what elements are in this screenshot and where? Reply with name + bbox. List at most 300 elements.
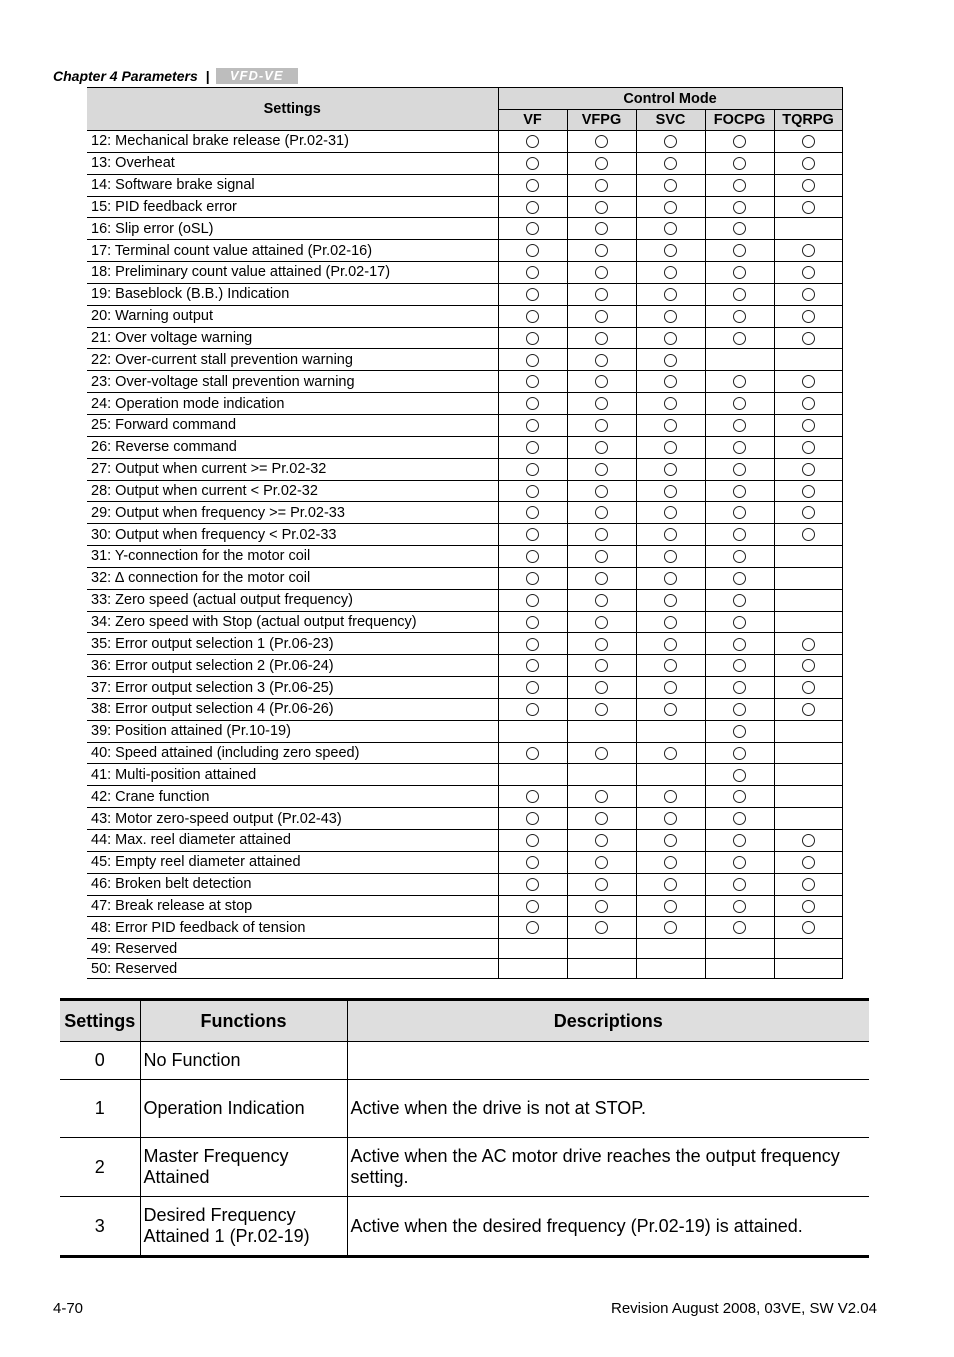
supported-circle-icon <box>802 441 815 454</box>
mode-cell <box>705 742 774 764</box>
mode-cell <box>705 917 774 939</box>
supported-circle-icon <box>802 266 815 279</box>
table-row <box>87 240 842 262</box>
setting-label: 50: Reserved <box>87 959 498 979</box>
supported-circle-icon <box>664 288 677 301</box>
supported-circle-icon <box>595 354 608 367</box>
mode-cell <box>705 546 774 568</box>
mode-cell <box>636 677 705 699</box>
supported-circle-icon <box>664 747 677 760</box>
supported-circle-icon <box>595 506 608 519</box>
supported-circle-icon <box>802 528 815 541</box>
mode-cell <box>705 196 774 218</box>
supported-circle-icon <box>526 441 539 454</box>
mode-cell <box>498 283 567 305</box>
mode-cell <box>636 764 705 786</box>
supported-circle-icon <box>733 222 746 235</box>
supported-circle-icon <box>664 921 677 934</box>
mode-cell <box>705 480 774 502</box>
supported-circle-icon <box>733 921 746 934</box>
mode-cell <box>498 393 567 415</box>
supported-circle-icon <box>664 572 677 585</box>
mode-cell <box>774 873 842 895</box>
supported-circle-icon <box>526 375 539 388</box>
supported-circle-icon <box>733 332 746 345</box>
setting-cell: 2 <box>60 1138 140 1197</box>
mode-cell <box>567 502 636 524</box>
mode-cell <box>498 720 567 742</box>
mode-cell <box>774 480 842 502</box>
mode-cell <box>498 218 567 240</box>
table-row <box>87 786 842 808</box>
supported-circle-icon <box>526 681 539 694</box>
mode-cell <box>567 677 636 699</box>
mode-cell <box>705 152 774 174</box>
mode-cell <box>498 830 567 852</box>
table-row <box>87 764 842 786</box>
setting-label: 31: Y-connection for the motor coil <box>87 546 498 568</box>
table-row <box>87 589 842 611</box>
supported-circle-icon <box>595 659 608 672</box>
supported-circle-icon <box>733 812 746 825</box>
supported-circle-icon <box>664 266 677 279</box>
mode-cell <box>567 152 636 174</box>
supported-circle-icon <box>526 506 539 519</box>
mode-cell <box>636 436 705 458</box>
supported-circle-icon <box>595 266 608 279</box>
setting-label: 18: Preliminary count value attained (Pr.02-17) <box>87 262 498 284</box>
mode-cell <box>636 720 705 742</box>
supported-circle-icon <box>802 681 815 694</box>
setting-cell: 0 <box>60 1042 140 1080</box>
supported-circle-icon <box>595 638 608 651</box>
supported-circle-icon <box>733 703 746 716</box>
mode-cell <box>567 567 636 589</box>
mode-cell <box>774 262 842 284</box>
supported-circle-icon <box>733 616 746 629</box>
setting-label: 41: Multi-position attained <box>87 764 498 786</box>
mode-cell <box>498 414 567 436</box>
mode-cell <box>636 546 705 568</box>
setting-label: 28: Output when current < Pr.02-32 <box>87 480 498 502</box>
supported-circle-icon <box>595 790 608 803</box>
supported-circle-icon <box>595 441 608 454</box>
table-row <box>87 633 842 655</box>
setting-label: 34: Zero speed with Stop (actual output frequency) <box>87 611 498 633</box>
table-row <box>87 196 842 218</box>
supported-circle-icon <box>733 419 746 432</box>
supported-circle-icon <box>733 594 746 607</box>
mode-cell <box>567 480 636 502</box>
mode-cell <box>567 917 636 939</box>
supported-circle-icon <box>802 310 815 323</box>
table-row <box>87 808 842 830</box>
table-row <box>87 305 842 327</box>
supported-circle-icon <box>595 550 608 563</box>
mode-cell <box>774 349 842 371</box>
mode-cell <box>636 786 705 808</box>
supported-circle-icon <box>733 572 746 585</box>
setting-label: 39: Position attained (Pr.10-19) <box>87 720 498 742</box>
setting-label: 44: Max. reel diameter attained <box>87 830 498 852</box>
mode-cell <box>567 524 636 546</box>
mode-cell <box>567 240 636 262</box>
mode-cell <box>774 305 842 327</box>
mode-cell <box>774 196 842 218</box>
supported-circle-icon <box>733 528 746 541</box>
setting-label: 38: Error output selection 4 (Pr.06-26) <box>87 698 498 720</box>
supported-circle-icon <box>733 506 746 519</box>
supported-circle-icon <box>526 332 539 345</box>
mode-cell <box>774 742 842 764</box>
table-row <box>87 677 842 699</box>
supported-circle-icon <box>733 659 746 672</box>
mode-cell <box>774 764 842 786</box>
supported-circle-icon <box>733 747 746 760</box>
mode-cell <box>567 655 636 677</box>
supported-circle-icon <box>526 354 539 367</box>
mode-cell <box>636 152 705 174</box>
mode-cell <box>774 283 842 305</box>
supported-circle-icon <box>664 135 677 148</box>
mode-cell <box>705 851 774 873</box>
table-row <box>87 611 842 633</box>
supported-circle-icon <box>595 572 608 585</box>
supported-circle-icon <box>595 681 608 694</box>
header-separator: | <box>205 68 210 84</box>
setting-label: 16: Slip error (oSL) <box>87 218 498 240</box>
mode-cell <box>567 742 636 764</box>
mode-cell <box>636 262 705 284</box>
supported-circle-icon <box>664 463 677 476</box>
supported-circle-icon <box>733 463 746 476</box>
mode-cell <box>498 240 567 262</box>
table-row <box>87 174 842 196</box>
functions-col-header: Functions <box>140 1000 347 1042</box>
mode-cell <box>567 939 636 959</box>
mode-cell <box>567 458 636 480</box>
revision-info: Revision August 2008, 03VE, SW V2.04 <box>611 1300 877 1317</box>
supported-circle-icon <box>664 528 677 541</box>
supported-circle-icon <box>664 703 677 716</box>
supported-circle-icon <box>664 157 677 170</box>
setting-label: 40: Speed attained (including zero speed) <box>87 742 498 764</box>
supported-circle-icon <box>526 310 539 323</box>
supported-circle-icon <box>802 244 815 257</box>
supported-circle-icon <box>733 179 746 192</box>
mode-cell <box>705 458 774 480</box>
table-row <box>87 327 842 349</box>
vfd-ve-logo: VFD-VE <box>216 68 298 84</box>
supported-circle-icon <box>595 812 608 825</box>
supported-circle-icon <box>733 375 746 388</box>
mode-cell <box>636 939 705 959</box>
mode-cell <box>705 873 774 895</box>
function-cell: Desired Frequency Attained 1 (Pr.02-19) <box>140 1197 347 1257</box>
supported-circle-icon <box>664 354 677 367</box>
setting-label: 43: Motor zero-speed output (Pr.02-43) <box>87 808 498 830</box>
mode-cell <box>774 546 842 568</box>
mode-cell <box>498 327 567 349</box>
setting-label: 47: Break release at stop <box>87 895 498 917</box>
table-row <box>87 567 842 589</box>
description-cell: Active when the desired frequency (Pr.02-19) is attained. <box>347 1197 869 1257</box>
supported-circle-icon <box>664 441 677 454</box>
table-row <box>87 546 842 568</box>
mode-cell <box>498 786 567 808</box>
table-row <box>87 502 842 524</box>
mode-cell <box>498 873 567 895</box>
supported-circle-icon <box>802 332 815 345</box>
mode-cell <box>498 152 567 174</box>
mode-cell <box>498 546 567 568</box>
supported-circle-icon <box>595 179 608 192</box>
supported-circle-icon <box>526 878 539 891</box>
mode-cell <box>774 458 842 480</box>
mode-cell <box>498 655 567 677</box>
supported-circle-icon <box>733 288 746 301</box>
setting-label: 23: Over-voltage stall prevention warning <box>87 371 498 393</box>
mode-cell <box>636 349 705 371</box>
mode-cell <box>705 655 774 677</box>
supported-circle-icon <box>526 397 539 410</box>
supported-circle-icon <box>664 834 677 847</box>
mode-cell <box>774 436 842 458</box>
supported-circle-icon <box>802 201 815 214</box>
supported-circle-icon <box>664 485 677 498</box>
mode-cell <box>498 524 567 546</box>
mode-cell <box>705 502 774 524</box>
supported-circle-icon <box>733 834 746 847</box>
mode-cell <box>636 283 705 305</box>
setting-label: 48: Error PID feedback of tension <box>87 917 498 939</box>
mode-cell <box>705 677 774 699</box>
mode-cell <box>567 196 636 218</box>
mode-cell <box>636 240 705 262</box>
table-row <box>87 917 842 939</box>
setting-label: 27: Output when current >= Pr.02-32 <box>87 458 498 480</box>
mode-cell <box>498 131 567 153</box>
mode-cell <box>498 917 567 939</box>
supported-circle-icon <box>526 703 539 716</box>
mode-cell <box>774 502 842 524</box>
mode-cell <box>498 436 567 458</box>
supported-circle-icon <box>526 616 539 629</box>
mode-cell <box>567 895 636 917</box>
supported-circle-icon <box>802 834 815 847</box>
table-row <box>87 414 842 436</box>
mode-cell <box>705 589 774 611</box>
mode-cell <box>567 830 636 852</box>
mode-cell <box>567 873 636 895</box>
supported-circle-icon <box>526 594 539 607</box>
mode-cell <box>498 567 567 589</box>
supported-circle-icon <box>802 506 815 519</box>
mode-cell <box>498 764 567 786</box>
mode-cell <box>567 633 636 655</box>
mode-cell <box>705 611 774 633</box>
mode-cell <box>774 917 842 939</box>
description-cell: Active when the AC motor drive reaches the output frequency setting. <box>347 1138 869 1197</box>
mode-cell <box>567 698 636 720</box>
mode-cell <box>636 611 705 633</box>
supported-circle-icon <box>595 463 608 476</box>
supported-circle-icon <box>802 397 815 410</box>
mode-cell <box>705 786 774 808</box>
mode-cell <box>774 895 842 917</box>
supported-circle-icon <box>733 244 746 257</box>
supported-circle-icon <box>526 135 539 148</box>
mode-cell <box>774 786 842 808</box>
mode-cell <box>636 567 705 589</box>
supported-circle-icon <box>802 463 815 476</box>
mode-cell <box>705 959 774 979</box>
mode-cell <box>636 393 705 415</box>
mode-cell <box>498 262 567 284</box>
mode-cell <box>636 917 705 939</box>
supported-circle-icon <box>733 485 746 498</box>
descriptions-col-header: Descriptions <box>347 1000 869 1042</box>
supported-circle-icon <box>664 310 677 323</box>
supported-circle-icon <box>802 419 815 432</box>
chapter-title: Chapter 4 Parameters <box>53 68 198 84</box>
setting-label: 30: Output when frequency < Pr.02-33 <box>87 524 498 546</box>
page-number: 4-70 <box>53 1300 84 1317</box>
mode-cell <box>705 371 774 393</box>
mode-cell <box>774 851 842 873</box>
table-row <box>87 895 842 917</box>
mode-cell <box>567 589 636 611</box>
table-row <box>87 939 842 959</box>
mode-cell <box>636 414 705 436</box>
mode-cell <box>636 131 705 153</box>
setting-label: 32: ∆ connection for the motor coil <box>87 567 498 589</box>
supported-circle-icon <box>664 790 677 803</box>
mode-cell <box>705 393 774 415</box>
mode-cell <box>498 698 567 720</box>
setting-label: 17: Terminal count value attained (Pr.02-16) <box>87 240 498 262</box>
supported-circle-icon <box>595 878 608 891</box>
supported-circle-icon <box>733 790 746 803</box>
supported-circle-icon <box>664 179 677 192</box>
setting-label: 36: Error output selection 2 (Pr.06-24) <box>87 655 498 677</box>
table-row <box>87 152 842 174</box>
setting-label: 15: PID feedback error <box>87 196 498 218</box>
supported-circle-icon <box>802 900 815 913</box>
supported-circle-icon <box>595 703 608 716</box>
mode-cell <box>774 131 842 153</box>
mode-cell <box>567 283 636 305</box>
supported-circle-icon <box>733 856 746 869</box>
description-cell: Active when the drive is not at STOP. <box>347 1080 869 1138</box>
function-cell: No Function <box>140 1042 347 1080</box>
supported-circle-icon <box>733 441 746 454</box>
mode-cell <box>636 458 705 480</box>
supported-circle-icon <box>664 878 677 891</box>
mode-cell <box>567 393 636 415</box>
mode-cell <box>567 349 636 371</box>
mode-cell <box>774 240 842 262</box>
mode-cell <box>498 502 567 524</box>
mode-cell <box>705 174 774 196</box>
mode-cell <box>705 305 774 327</box>
table-row <box>87 742 842 764</box>
table-row <box>60 1080 869 1138</box>
mode-cell <box>636 851 705 873</box>
supported-circle-icon <box>526 244 539 257</box>
supported-circle-icon <box>526 528 539 541</box>
supported-circle-icon <box>664 222 677 235</box>
mode-cell <box>774 371 842 393</box>
setting-label: 29: Output when frequency >= Pr.02-33 <box>87 502 498 524</box>
setting-label: 19: Baseblock (B.B.) Indication <box>87 283 498 305</box>
mode-cell <box>774 152 842 174</box>
mode-cell <box>774 939 842 959</box>
supported-circle-icon <box>526 463 539 476</box>
supported-circle-icon <box>802 921 815 934</box>
table-row <box>87 458 842 480</box>
mode-cell <box>567 764 636 786</box>
mode-cell <box>705 720 774 742</box>
supported-circle-icon <box>802 659 815 672</box>
mode-cell <box>498 480 567 502</box>
supported-circle-icon <box>595 201 608 214</box>
mode-cell <box>498 589 567 611</box>
mode-cell <box>498 349 567 371</box>
setting-label: 26: Reverse command <box>87 436 498 458</box>
supported-circle-icon <box>595 157 608 170</box>
mode-cell <box>705 698 774 720</box>
supported-circle-icon <box>526 157 539 170</box>
mode-cell <box>498 959 567 979</box>
settings-col-header: Settings <box>60 1000 140 1042</box>
mode-cell <box>705 283 774 305</box>
setting-label: 49: Reserved <box>87 939 498 959</box>
supported-circle-icon <box>664 812 677 825</box>
supported-circle-icon <box>595 921 608 934</box>
supported-circle-icon <box>664 659 677 672</box>
supported-circle-icon <box>595 310 608 323</box>
mode-cell <box>498 677 567 699</box>
supported-circle-icon <box>526 201 539 214</box>
mode-cell <box>498 895 567 917</box>
mode-cell <box>774 393 842 415</box>
table-row <box>87 873 842 895</box>
mode-cell <box>705 524 774 546</box>
function-cell: Master Frequency Attained <box>140 1138 347 1197</box>
supported-circle-icon <box>802 856 815 869</box>
mode-header-vfpg: VFPG <box>567 110 636 131</box>
supported-circle-icon <box>526 222 539 235</box>
setting-label: 13: Overheat <box>87 152 498 174</box>
supported-circle-icon <box>595 747 608 760</box>
mode-cell <box>636 524 705 546</box>
mode-cell <box>636 371 705 393</box>
mode-header-vf: VF <box>498 110 567 131</box>
supported-circle-icon <box>595 834 608 847</box>
mode-cell <box>774 959 842 979</box>
supported-circle-icon <box>526 856 539 869</box>
mode-cell <box>774 174 842 196</box>
mode-cell <box>498 939 567 959</box>
supported-circle-icon <box>664 419 677 432</box>
mode-cell <box>774 720 842 742</box>
settings-functions-table <box>60 998 869 1258</box>
setting-label: 45: Empty reel diameter attained <box>87 851 498 873</box>
supported-circle-icon <box>595 594 608 607</box>
mode-cell <box>774 327 842 349</box>
table-row <box>87 393 842 415</box>
